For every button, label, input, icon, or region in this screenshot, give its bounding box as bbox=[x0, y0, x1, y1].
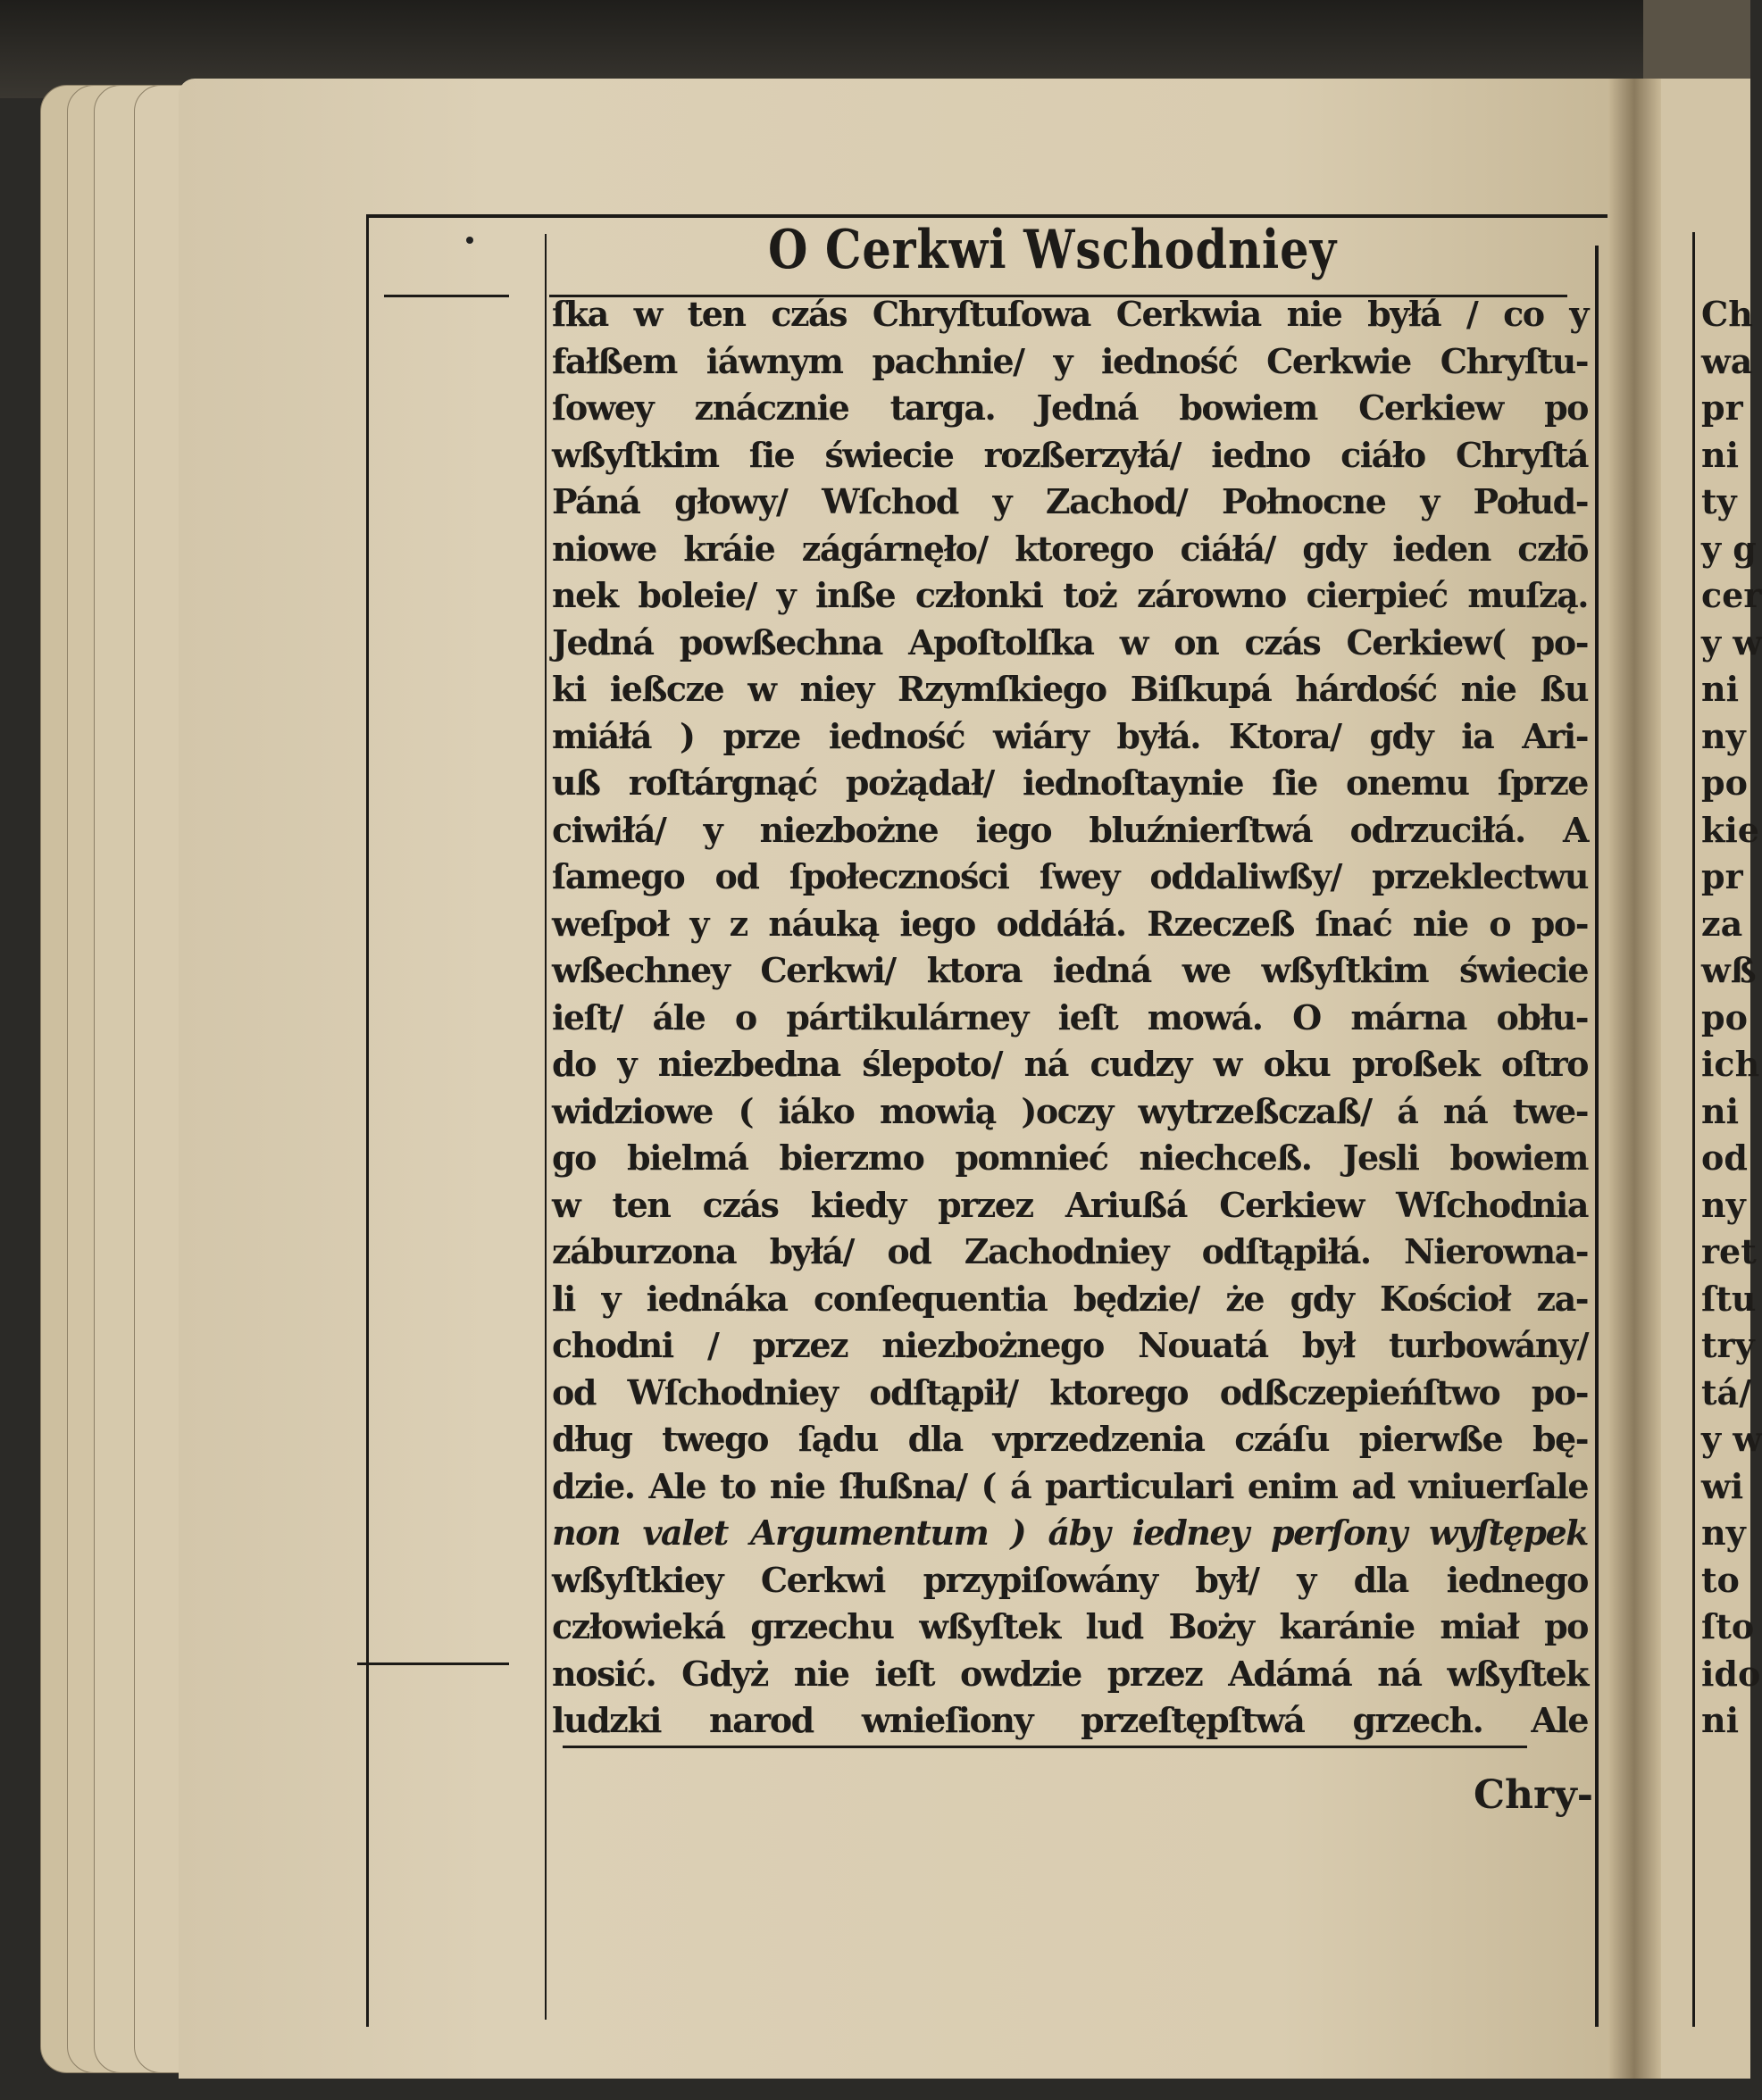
bottom-rule bbox=[563, 1746, 1527, 1748]
text-line: li y iednáka conſequentia będzie/ że gdy Kościoł za- bbox=[552, 1278, 1588, 1319]
text-line: weſpoł y z náuką iego oddáłá. Rzeczeß ſnać nie o po- bbox=[552, 903, 1588, 944]
text-line: wßyſtkiey Cerkwi przypiſowány był/ y dla iednego bbox=[552, 1559, 1588, 1600]
frame-left-rule bbox=[366, 214, 369, 2027]
text-line: ieſt/ ále o pártikulárney ieſt mowá. O márna obłu- bbox=[552, 996, 1588, 1038]
facing-text-fragment: Ch bbox=[1701, 294, 1753, 334]
facing-text-fragment: ſtu bbox=[1701, 1278, 1757, 1319]
text-line: nek boleie/ y inße członki toż zárowno cierpieć muſzą. bbox=[552, 575, 1588, 615]
frame-inner-rule bbox=[545, 234, 547, 2020]
ink-mark bbox=[466, 237, 473, 244]
text-line: nosić. Gdyż nie ieſt owdzie przez Adámá ná wßyſtek bbox=[552, 1653, 1588, 1694]
text-line: w ten czás kiedy przez Ariußá Cerkiew Wſchodnia bbox=[552, 1184, 1588, 1225]
facing-text-fragment: ich bbox=[1701, 1044, 1760, 1084]
frame-top-rule bbox=[366, 214, 1608, 218]
text-line: ciwiłá/ y niezbożne iego bluźnierſtwá odrzuciłá. A bbox=[552, 809, 1588, 850]
facing-text-fragment: ny bbox=[1701, 715, 1746, 756]
text-line: ſamego od ſpołeczności ſwey oddaliwßy/ przeklectwu bbox=[552, 856, 1588, 896]
facing-text-fragment: tá/ bbox=[1701, 1371, 1752, 1412]
facing-text-fragment: y w bbox=[1701, 1419, 1762, 1459]
facing-text-fragment: y w bbox=[1701, 621, 1762, 662]
text-line: dzie. Ale to nie ſłußna/ ( á particulari enim ad vniuerſale bbox=[552, 1465, 1588, 1506]
facing-text-fragment: ni bbox=[1701, 434, 1740, 475]
facing-text-fragment: ſto bbox=[1701, 1606, 1755, 1646]
margin-rule bbox=[357, 1662, 509, 1665]
facing-text-fragment: po bbox=[1701, 996, 1748, 1038]
catchword: Chry- bbox=[1474, 1772, 1594, 1818]
body-text bbox=[552, 291, 1588, 1745]
text-line: wßyſtkim ſie świecie rozßerzyłá/ iedno ciáło Chryſtá bbox=[552, 434, 1588, 475]
text-line: Jedná powßechna Apoſtolſka w on czás Cerkiew( po- bbox=[552, 621, 1588, 662]
facing-text-fragment: to bbox=[1701, 1559, 1740, 1600]
margin-rule bbox=[384, 295, 509, 297]
text-line: człowieká grzechu wßyſtek lud Boży karánie miał po bbox=[552, 1606, 1588, 1646]
text-line: záburzona byłá/ od Zachodniey odſtąpiłá. Nierowna- bbox=[552, 1231, 1588, 1271]
text-line: go bielmá bierzmo pomnieć niechceß. Jesli bowiem bbox=[552, 1138, 1588, 1178]
facing-text-fragment: kie bbox=[1701, 809, 1759, 850]
text-line: do y niezbedna ślepoto/ ná cudzy w oku proßek oſtro bbox=[552, 1044, 1588, 1084]
text-line: wßechney Cerkwi/ ktora iedná we wßyſtkim świecie bbox=[552, 950, 1588, 990]
facing-text-fragment: ny bbox=[1701, 1184, 1746, 1225]
text-line: non valet Argumentum ) áby iedney perſony wyſtępek bbox=[552, 1512, 1588, 1553]
facing-text-fragment: od bbox=[1701, 1138, 1748, 1178]
text-line: uß roſtárgnąć pożądał/ iednoſtaynie ſie onemu ſprze bbox=[552, 762, 1588, 803]
text-line: ſka w ten czás Chryſtuſowa Cerkwia nie byłá / co y bbox=[552, 294, 1588, 334]
text-line: dług twego ſądu dla vprzedzenia czáſu pierwße bę- bbox=[552, 1419, 1588, 1459]
text-line: Páná głowy/ Wſchod y Zachod/ Połnocne y Połud- bbox=[552, 481, 1588, 521]
facing-text-fragment: wi bbox=[1701, 1465, 1744, 1506]
facing-text-fragment: ni bbox=[1701, 669, 1740, 709]
facing-text-fragment: wß bbox=[1701, 950, 1757, 990]
facing-frame-rule bbox=[1692, 232, 1695, 2027]
facing-text-fragment: ty bbox=[1701, 481, 1737, 521]
facing-text-fragment: za bbox=[1701, 903, 1743, 944]
text-line: miáłá ) prze iedność wiáry byłá. Ktora/ gdy ia Ari- bbox=[552, 715, 1588, 756]
facing-text-fragment: po bbox=[1701, 762, 1748, 803]
text-line: od Wſchodniey odſtąpił/ ktorego odßczepieńſtwo po- bbox=[552, 1371, 1588, 1412]
facing-text-fragment: ret bbox=[1701, 1231, 1757, 1271]
text-line: ludzki narod wnieſiony przeſtępſtwá grzech. Ale bbox=[552, 1700, 1588, 1740]
facing-text-fragment: pr bbox=[1701, 856, 1743, 896]
text-line: fałßem iáwnym pachnie/ y iedność Cerkwie Chryſtu- bbox=[552, 340, 1588, 381]
facing-text-fragment: ny bbox=[1701, 1512, 1746, 1553]
facing-text-fragment: y g bbox=[1701, 528, 1757, 569]
text-line: niowe kráie zágárnęło/ ktorego ciáłá/ gdy ieden człō bbox=[552, 528, 1588, 569]
facing-page-text bbox=[1701, 291, 1762, 1745]
text-line: ki ießcze w niey Rzymſkiego Biſkupá hárdość nie ßu bbox=[552, 669, 1588, 709]
text-line: chodni / przez niezbożnego Nouatá był turbowány/ bbox=[552, 1325, 1588, 1365]
facing-text-fragment: try bbox=[1701, 1325, 1755, 1365]
text-line: widziowe ( iáko mowią )oczy wytrzeßczaß/ á ná twe- bbox=[552, 1090, 1588, 1131]
facing-text-fragment: ni bbox=[1701, 1090, 1740, 1131]
facing-text-fragment: wa bbox=[1701, 340, 1753, 381]
book-gutter bbox=[1608, 79, 1661, 2079]
facing-text-fragment: ni bbox=[1701, 1700, 1740, 1740]
running-title: O Cerkwi Wschodniey bbox=[768, 219, 1337, 281]
facing-text-fragment: cer bbox=[1701, 575, 1762, 615]
text-line: ſowey znácznie targa. Jedná bowiem Cerkiew po bbox=[552, 388, 1588, 428]
facing-text-fragment: ido bbox=[1701, 1653, 1761, 1694]
frame-right-rule bbox=[1595, 246, 1599, 2027]
facing-text-fragment: pr bbox=[1701, 388, 1743, 428]
